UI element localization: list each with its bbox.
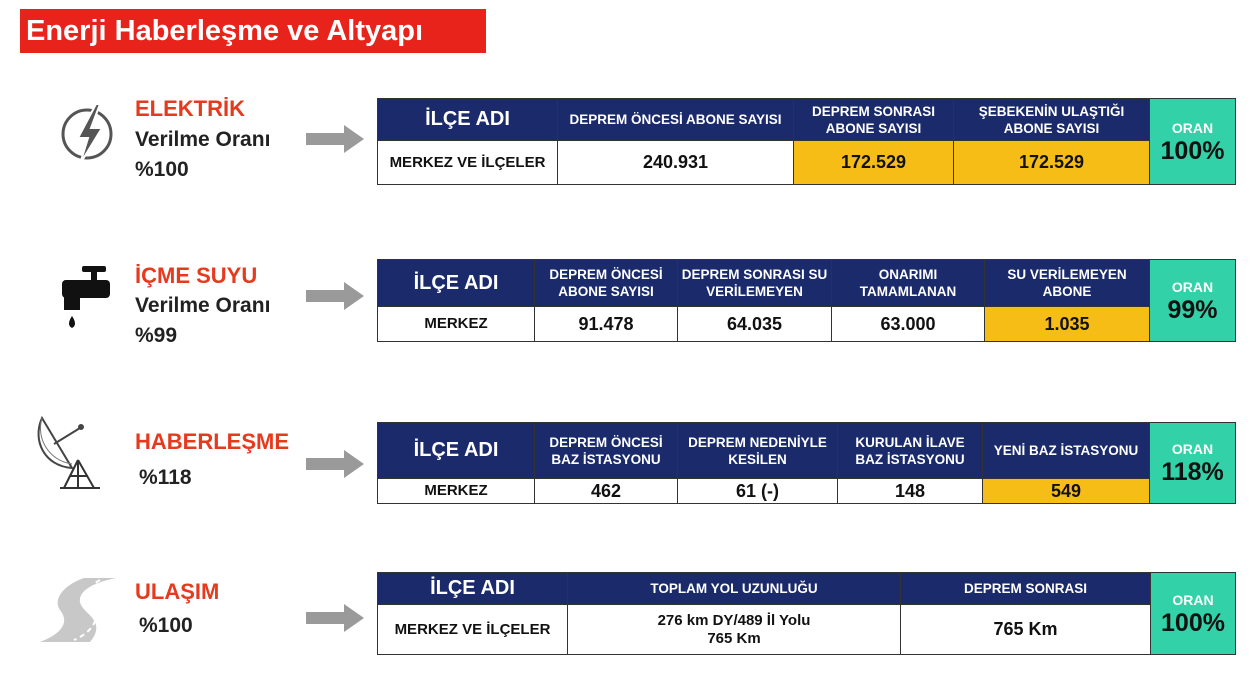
table-header: KURULAN İLAVE BAZ İSTASYONU	[838, 423, 983, 479]
table-header: SU VERİLEMEYEN ABONE	[985, 260, 1150, 307]
ratio-cell	[1150, 423, 1236, 504]
section-title-elektrik: ELEKTRİK	[135, 96, 245, 121]
table-header: DEPREM ÖNCESİ BAZ İSTASYONU	[535, 423, 678, 479]
road-length-line-2: 765 Km	[707, 629, 761, 647]
arrow-right-icon	[306, 604, 364, 632]
table-cell: 64.035	[678, 307, 832, 342]
table-cell: 240.931	[558, 141, 794, 185]
table-header: DEPREM NEDENİYLE KESİLEN	[678, 423, 838, 479]
table-cell: 148	[838, 479, 983, 504]
table-cell: 765 Km	[901, 605, 1151, 655]
ratio-label: ORAN	[1171, 441, 1214, 457]
arrow-right-icon	[306, 125, 364, 153]
table-header: DEPREM SONRASI SU VERİLEMEYEN	[678, 260, 832, 307]
ratio-cell	[1150, 260, 1236, 342]
table-header: İLÇE ADI	[378, 260, 535, 307]
ulasim-table	[377, 572, 1236, 655]
page-title: Enerji Haberleşme ve Altyapı	[20, 9, 486, 53]
table-header: İLÇE ADI	[378, 423, 535, 479]
table-header: TOPLAM YOL UZUNLUĞU	[568, 573, 901, 605]
table-header: İLÇE ADI	[378, 99, 558, 141]
table-cell-highlight: 549	[983, 479, 1150, 504]
table-header: DEPREM ÖNCESİ ABONE SAYISI	[558, 99, 794, 141]
table-header: DEPREM SONRASI ABONE SAYISI	[794, 99, 954, 141]
table-cell-highlight: 1.035	[985, 307, 1150, 342]
table-cell: 462	[535, 479, 678, 504]
table-header: DEPREM SONRASI	[901, 573, 1151, 605]
table-cell-highlight: 172.529	[954, 141, 1150, 185]
table-header: YENİ BAZ İSTASYONU	[983, 423, 1150, 479]
section-rate-haberlesme: %118	[139, 466, 192, 489]
elektrik-table	[377, 98, 1236, 185]
icme-suyu-table	[377, 259, 1236, 342]
ratio-value: 99%	[1167, 295, 1218, 324]
ratio-value: 100%	[1160, 136, 1225, 165]
section-subtitle-elektrik: Verilme Oranı	[135, 128, 271, 151]
table-cell: 91.478	[535, 307, 678, 342]
ratio-value: 118%	[1161, 458, 1224, 486]
ratio-label: ORAN	[1171, 119, 1214, 136]
satellite-dish-icon	[34, 410, 106, 490]
table-header: DEPREM ÖNCESİ ABONE SAYISI	[535, 260, 678, 307]
table-header: İLÇE ADI	[378, 573, 568, 605]
ratio-value: 100%	[1161, 608, 1225, 637]
ratio-cell	[1151, 573, 1236, 655]
table-cell: MERKEZ	[378, 307, 535, 342]
table-cell: 63.000	[832, 307, 985, 342]
table-header: ONARIMI TAMAMLANAN	[832, 260, 985, 307]
ratio-label: ORAN	[1172, 591, 1214, 608]
table-cell: MERKEZ VE İLÇELER	[378, 141, 558, 185]
lightning-bolt-icon	[58, 100, 118, 166]
ratio-label: ORAN	[1171, 278, 1214, 295]
section-title-haberlesme: HABERLEŞME	[135, 429, 290, 454]
section-rate-icme-suyu: %99	[135, 324, 178, 347]
section-rate-elektrik: %100	[135, 158, 189, 181]
table-cell	[568, 605, 901, 655]
haberlesme-table	[377, 422, 1236, 504]
section-title-icme-suyu: İÇME SUYU	[135, 263, 258, 288]
table-cell-highlight: 172.529	[794, 141, 954, 185]
table-cell: 61 (-)	[678, 479, 838, 504]
table-cell: MERKEZ	[378, 479, 535, 504]
table-header: ŞEBEKENİN ULAŞTIĞI ABONE SAYISI	[954, 99, 1150, 141]
section-subtitle-icme-suyu: Verilme Oranı	[135, 294, 271, 317]
water-tap-icon	[60, 262, 116, 334]
section-rate-ulasim: %100	[139, 614, 193, 637]
arrow-right-icon	[306, 282, 364, 310]
ratio-cell	[1150, 99, 1236, 185]
table-cell: MERKEZ VE İLÇELER	[378, 605, 568, 655]
road-icon	[38, 576, 118, 644]
arrow-right-icon	[306, 450, 364, 478]
road-length-line-1: 276 km DY/489 İl Yolu	[657, 611, 811, 629]
section-title-ulasim: ULAŞIM	[135, 579, 220, 604]
